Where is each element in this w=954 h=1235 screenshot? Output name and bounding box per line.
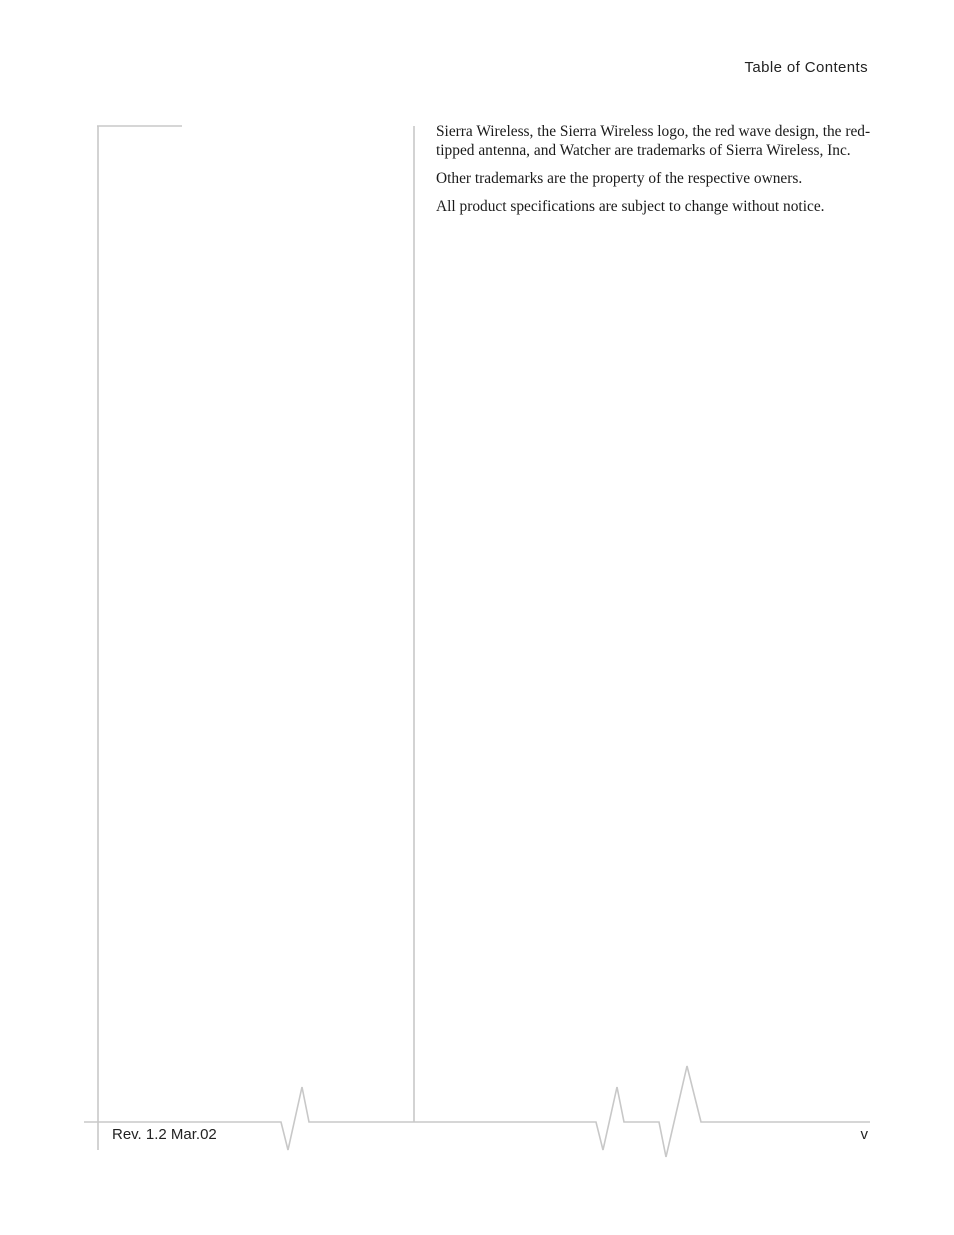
trademark-notice	[436, 122, 876, 225]
trademark-paragraph: Sierra Wireless, the Sierra Wireless logo, the red wave design, the red-tipped antenna, and Watcher are trademarks of Sierra Wireless, Inc.	[436, 123, 871, 159]
footer-wave-line	[84, 1066, 870, 1157]
footer-revision: Rev. 1.2 Mar.02	[112, 1126, 217, 1143]
other-trademarks-paragraph: Other trademarks are the property of the respective owners.	[436, 170, 803, 187]
specifications-paragraph: All product specifications are subject to change without notice.	[436, 198, 825, 215]
footer-page-number: v	[860, 1126, 868, 1143]
running-header-title: Table of Contents	[744, 59, 868, 76]
